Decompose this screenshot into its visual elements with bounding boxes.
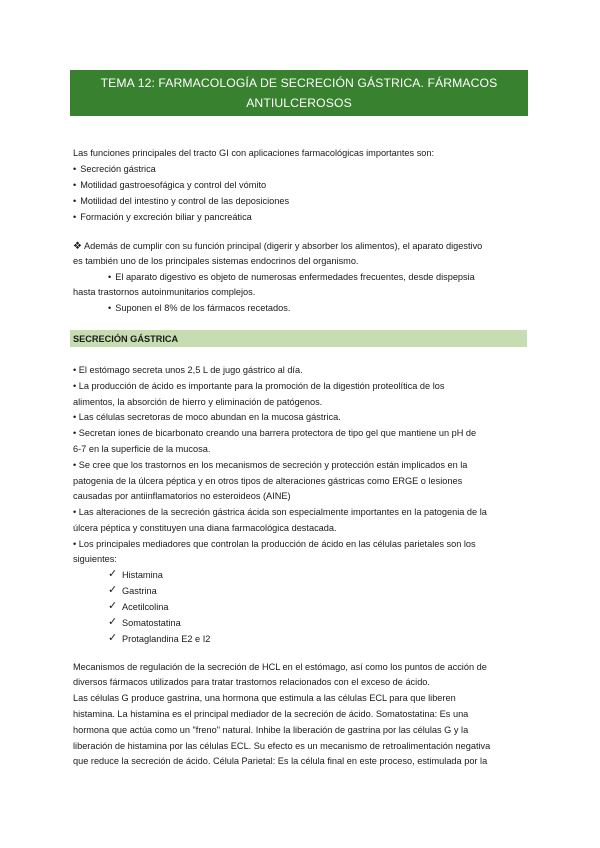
section-line: • Los principales mediadores que controlan la producción de ácido en las células parietales son los <box>73 539 476 549</box>
section-line: 6-7 en la superficie de la mucosa. <box>73 444 211 454</box>
mechanism-line: Las células G produce gastrina, una hormona que estimula a las células ECL para que liberen <box>73 693 456 703</box>
section-heading: SECRECIÓN GÁSTRICA <box>73 334 179 344</box>
note-sub-2: • Suponen el 8% de los fármacos recetados. <box>108 302 290 314</box>
intro-heading: Las funciones principales del tracto GI con aplicaciones farmacológicas importantes son: <box>73 148 435 158</box>
section-line: siguientes: <box>73 554 117 564</box>
check-icon: ✓ <box>108 632 118 644</box>
check-icon: ✓ <box>108 568 118 580</box>
check-icon: ✓ <box>108 616 118 628</box>
section-line: • Las células secretoras de moco abundan en la mucosa gástrica. <box>73 412 341 422</box>
title-line-2: ANTIULCEROSOS <box>246 96 352 110</box>
mediator-item: Protaglandina E2 e I2 <box>122 634 211 644</box>
intro-item: • Formación y excreción biliar y pancreática <box>73 211 252 223</box>
section-line: alimentos, la absorción de hierro y eliminación de patógenos. <box>73 397 323 407</box>
mechanism-line: histamina. La histamina es el principal mediador de la secreción de ácido. Somatostatina: Es una <box>73 709 469 719</box>
note-sub-1: • El aparato digestivo es objeto de numerosas enfermedades frecuentes, desde dispepsia <box>108 271 475 283</box>
intro-item: • Motilidad gastroesofágica y control del vómito <box>73 179 266 191</box>
section-line: • Las alteraciones de la secreción gástrica ácida son especialmente importantes en la patogenia de la <box>73 507 487 517</box>
mechanism-line: Mecanismos de regulación de la secreción de HCL en el estómago, así como los puntos de acción de <box>73 662 487 672</box>
section-line: patogenia de la úlcera péptica y en otros tipos de alteraciones gástricas como ERGE o lesiones <box>73 476 463 486</box>
mediator-item: Somatostatina <box>122 618 181 628</box>
intro-item: • Secreción gástrica <box>73 163 156 175</box>
note-line-1 <box>73 240 482 253</box>
title-banner <box>70 70 528 116</box>
note-text: Además de cumplir con su función principal (digerir y absorber los alimentos), el aparato digestivo <box>83 241 483 251</box>
mediator-item: Gastrina <box>122 586 157 596</box>
note-line-2: es también uno de los principales sistemas endocrinos del organismo. <box>73 256 359 266</box>
mechanism-line: que reduce la secreción de ácido. Célula Parietal: Es la célula final en este proceso, estimulada por la <box>73 756 488 766</box>
note-sub-1-cont: hasta trastornos autoinmunitarios complejos. <box>73 287 256 297</box>
check-icon: ✓ <box>108 584 118 596</box>
section-heading-bar <box>70 330 527 347</box>
mediator-item: Histamina <box>122 570 163 580</box>
section-line: • Secretan iones de bicarbonato creando una barrera protectora de tipo gel que mantiene un pH de <box>73 428 477 438</box>
section-line: • La producción de ácido es importante para la promoción de la digestión proteolítica de los <box>73 381 445 391</box>
mechanism-line: diversos fármacos utilizados para tratar trastornos relacionados con el exceso de ácido. <box>73 677 430 687</box>
section-line: úlcera péptica y constituyen una diana farmacológica destacada. <box>73 523 337 533</box>
section-line: causadas por antiinflamatorios no esteroideos (AINE) <box>73 491 291 501</box>
mechanism-line: hormona que actúa como un "freno" natural. Inhibe la liberación de gastrina por las células G y la <box>73 725 469 735</box>
mediator-item: Acetilcolina <box>122 602 169 612</box>
diamond-bullet-icon: ❖ <box>73 241 82 252</box>
mechanism-line: liberación de histamina por las células ECL. Su efecto es un mecanismo de retroalimentación negativa <box>73 741 491 751</box>
intro-item: • Motilidad del intestino y control de las deposiciones <box>73 195 289 207</box>
section-line: • El estómago secreta unos 2,5 L de jugo gástrico al día. <box>73 365 303 375</box>
check-icon: ✓ <box>108 600 118 612</box>
section-line: • Se cree que los trastornos en los mecanismos de secreción y protección están implicados en la <box>73 460 468 470</box>
title-line-1: TEMA 12: FARMACOLOGÍA DE SECRECIÓN GÁSTRICA. FÁRMACOS <box>100 76 498 90</box>
